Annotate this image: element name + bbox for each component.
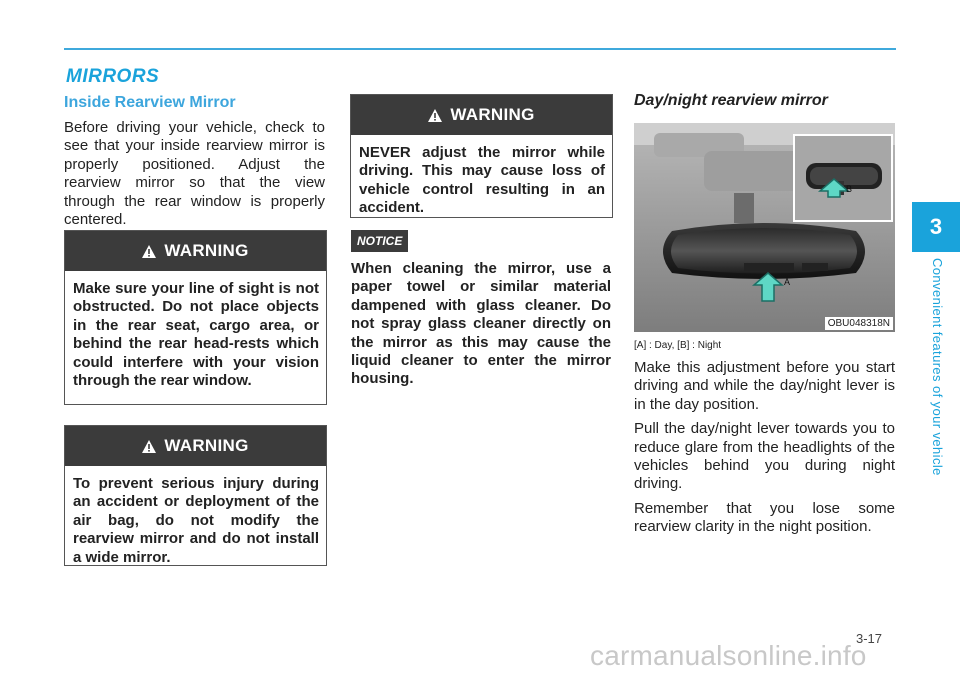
warning-triangle-icon — [428, 109, 442, 122]
warning-box-driving — [350, 94, 613, 218]
warning-label: WARNING — [450, 105, 535, 124]
warning-label: WARNING — [164, 241, 249, 260]
paragraph: Pull the day/night lever towards you to reduce glare from the headlights of the vehicles behind you during night driving. — [634, 420, 895, 493]
warning-box-sightline — [64, 230, 327, 405]
figure-caption: [A] : Day, [B] : Night — [634, 340, 722, 351]
warning-header — [351, 95, 612, 135]
top-rule — [64, 48, 896, 50]
subhead-inside-mirror: Inside Rearview Mirror — [64, 94, 236, 111]
page-number: 3-17 — [856, 631, 883, 646]
watermark: carmanualsonline.info — [590, 640, 867, 671]
section-title: MIRRORS — [66, 66, 160, 87]
mirror-illustration — [634, 123, 895, 332]
warning-box-airbag — [64, 425, 327, 566]
warning-label: WARNING — [164, 436, 249, 455]
warning-text: Make sure your line of sight is not obstructed. Do not place objects in the rear seat, cargo area, or behind the rear head-rests which could interfere with your vision through the rear window. — [73, 280, 319, 390]
paragraph: Make this adjustment before you start driving and while the day/night lever is in the day position. — [634, 359, 895, 413]
figure-code: OBU048318N — [825, 317, 893, 330]
label-a: A — [784, 277, 791, 287]
mirror-figure — [634, 123, 895, 332]
warning-header — [65, 426, 326, 466]
label-b: B — [846, 184, 853, 194]
warning-triangle-icon — [142, 245, 156, 258]
warning-text: To prevent serious injury during an accident or deployment of the air bag, do not modify the rearview mirror and do not install a wide mirror. — [73, 475, 319, 566]
chapter-tab: 3 — [912, 202, 960, 252]
notice-badge: NOTICE — [351, 230, 408, 252]
chapter-title: Convenient features of your vehicle — [930, 258, 945, 476]
warning-header — [65, 231, 326, 271]
intro-paragraph: Before driving your vehicle, check to see that your inside rearview mirror is properly positioned. Adjust the rearview mirror so that the view through the rear window is properly centered. — [64, 119, 325, 229]
paragraph: Remember that you lose some rearview clarity in the night position. — [634, 499, 895, 536]
notice-text: When cleaning the mirror, use a paper towel or similar material dampened with glass cleaner. Do not spray glass cleaner directly on the mirror as this may cause the liquid cleaner to enter the mirror housing. — [351, 260, 611, 388]
warning-triangle-icon — [142, 440, 156, 453]
warning-text: NEVER adjust the mirror while driving. This may cause loss of vehicle control resulting in an accident. — [359, 144, 605, 217]
subhead-day-night: Day/night rearview mirror — [634, 92, 828, 109]
day-night-text — [634, 359, 895, 543]
